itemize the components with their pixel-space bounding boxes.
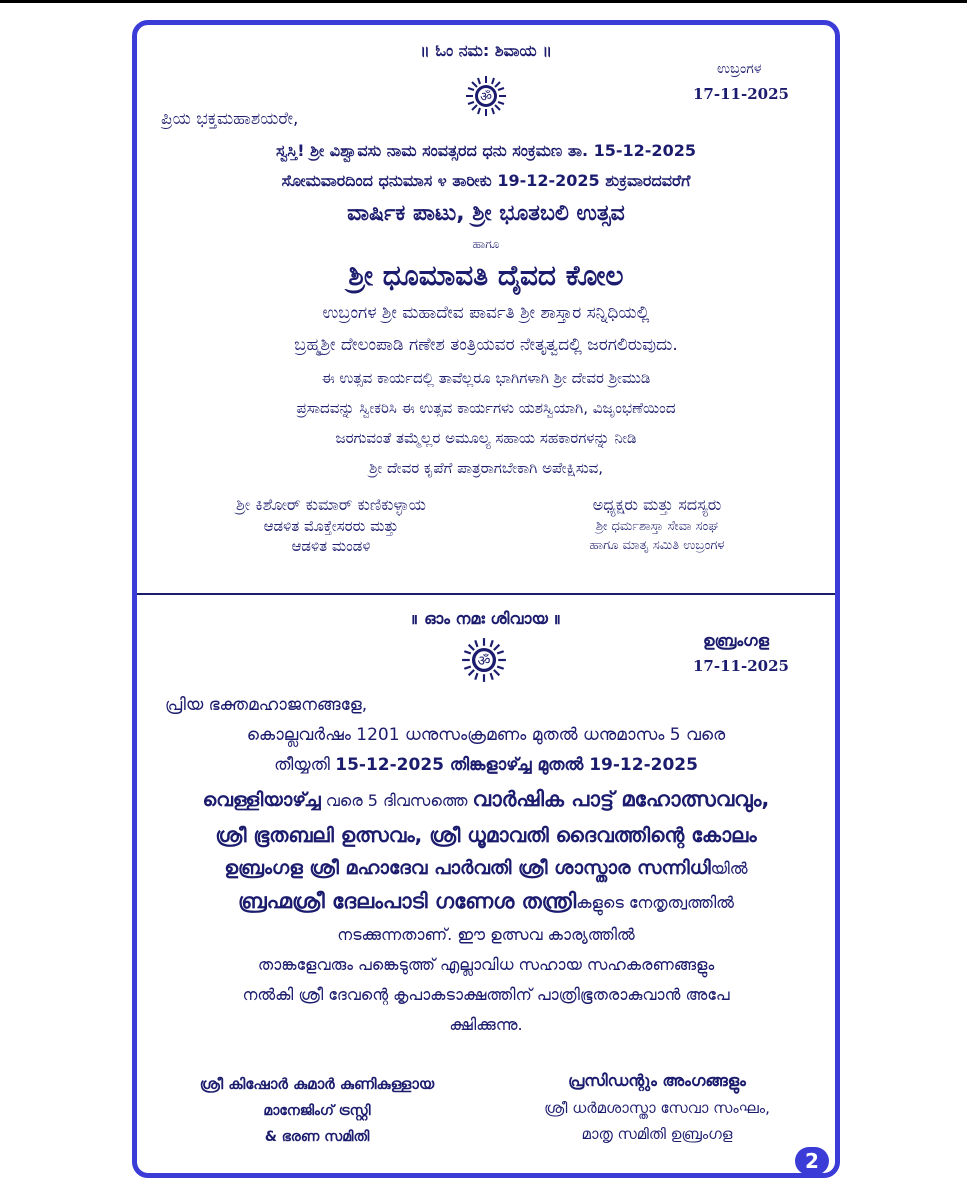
kannada-line5: ಈ ಉತ್ಸವ ಕಾರ್ಯದಲ್ಲಿ ತಾವೆಲ್ಲರೂ ಭಾಗಿಗಳಾಗಿ ಶ್ರೀ ದೇವರ ಶ್ರೀಮುಡಿ — [321, 369, 651, 387]
kannada-signatory-right-committee: ಹಾಗೂ ಮಾತೃ ಸಮಿತಿ ಉಬ್ರಂಗಳ — [589, 538, 725, 553]
malayalam-signatory-left-body: & ഭരണ സമിതി — [264, 1129, 370, 1145]
kannada-signatory-right-title: ಅಧ್ಯಕ್ಷರು ಮತ್ತು ಸದಸ್ಯರು — [592, 495, 722, 514]
malayalam-line8: താങ്കളേവരും പങ്കെടുത്ത് എല്ലാവിധ സഹായ സഹകരണങ്ങളും — [257, 955, 715, 974]
malayalam-line2 — [137, 755, 835, 775]
malayalam-line5 — [137, 857, 835, 879]
kannada-line6: ಪ್ರಸಾದವನ್ನು ಸ್ವೀಕರಿಸಿ ಈ ಉತ್ಸವ ಕಾರ್ಯಗಳು ಯಶಸ್ವಿಯಾಗಿ, ವಿಜೃಂಭಣೆಯಿಂದ — [296, 399, 676, 417]
malayalam-date: 17-11-2025 — [693, 657, 789, 675]
malayalam-line3-event: വാർഷിക പാട്ട് മഹോത്സവവും, — [472, 787, 770, 811]
malayalam-line6-suffix: കളുടെ നേതൃത്വത്തിൽ — [576, 893, 735, 912]
malayalam-signatory-right-title: പ്രസിഡന്റും അംഗങ്ങളും — [568, 1071, 746, 1090]
malayalam-signatory-left-name: ശ്രീ കിഷോർ കുമാർ കുണികുള്ളായ — [199, 1075, 435, 1093]
malayalam-invocation: ॥ ഓം നമഃ ശിവായ ॥ — [410, 609, 562, 628]
kannada-signatory-left-title: ಆಡಳಿತ ಮೊಕ್ತೇಸರರು ಮತ್ತು — [263, 517, 399, 535]
kannada-event2: ಶ್ರೀ ಧೂಮಾವತಿ ದೈವದ ಕೋಲ — [348, 259, 624, 292]
kannada-line1: ಸ್ವಸ್ತಿ! ಶ್ರೀ ವಿಶ್ವಾವಸು ನಾಮ ಸಂವತ್ಸರದ ಧನು ಸಂಕ್ರಮಣ ತಾ. 15-12-2025 — [276, 141, 696, 160]
kannada-invocation: ॥ ಓಂ ನಮ: ಶಿವಾಯ ॥ — [420, 41, 552, 60]
malayalam-signatory-left — [147, 1075, 487, 1145]
kannada-and: ಹಾಗೂ — [472, 237, 500, 251]
malayalam-signatory-right-org: ശ്രീ ധർമശാസ്താ സേവാ സംഘം, — [544, 1099, 770, 1117]
malayalam-line4: ശ്രീ ഭൂതബലി ഉത്സവം, ശ്രീ ധൂമാവതി ദൈവത്തിന്റെ കോലം — [215, 823, 757, 847]
kannada-salutation: ಪ್ರಿಯ ಭಕ್ತಮಹಾಶಯರೇ, — [161, 109, 299, 129]
kannada-line3: ಉಬ್ರಂಗಳ ಶ್ರೀ ಮಹಾದೇವ ಪಾರ್ವತಿ ಶ್ರೀ ಶಾಸ್ತಾರ ಸನ್ನಿಧಿಯಲ್ಲಿ — [322, 303, 650, 323]
malayalam-line3-mid: വരെ 5 ദിവസത്തെ — [320, 791, 473, 810]
malayalam-signatory-right-committee: മാതൃ സമിതി ഉബ്രംഗള — [581, 1125, 733, 1143]
page-number-badge: 2 — [795, 1147, 829, 1175]
kannada-signatory-right — [527, 495, 787, 553]
malayalam-line6 — [137, 889, 835, 914]
svg-text:ॐ: ॐ — [477, 653, 491, 670]
kannada-line2: ಸೋಮವಾರದಿಂದ ಧನುಮಾಸ ೪ ತಾರೀಕು 19-12-2025 ಶುಕ್ರವಾರದವರೆಗೆ — [281, 171, 691, 190]
top-rule — [0, 0, 967, 3]
malayalam-line1: കൊല്ലവർഷം 1201 ധനുസംക്രമണം മുതൽ ധനുമാസം 5 വരെ — [246, 725, 726, 745]
invitation-card — [132, 20, 840, 1178]
malayalam-line7: നടക്കുന്നതാണ്. ഈ ഉത്സവ കാര്യത്തിൽ — [337, 925, 635, 944]
malayalam-salutation: പ്രിയ ഭക്തമഹാജനങ്ങളേ, — [165, 695, 368, 715]
malayalam-line2-dates: 15-12-2025 തിങ്കളാഴ്ച്ച മുതൽ 19-12-2025 — [335, 755, 698, 775]
malayalam-line10: ക്ഷിക്കുന്നു. — [449, 1015, 523, 1034]
malayalam-signatory-right — [497, 1071, 817, 1143]
kannada-signatory-left-name: ಶ್ರೀ ಕಿಶೋರ್ ಕುಮಾರ್ ಕುಣಿಕುಳ್ಳಾಯ — [236, 495, 426, 514]
kannada-line7: ಜರಗುವಂತೆ ತಮ್ಮೆಲ್ಲರ ಅಮೂಲ್ಯ ಸಹಾಯ ಸಹಕಾರಗಳನ್ನು ನೀಡಿ — [335, 429, 637, 447]
om-emblem-icon — [461, 637, 507, 687]
kannada-signatory-right-org: ಶ್ರೀ ಧರ್ಮಶಾಸ್ತಾ ಸೇವಾ ಸಂಘ — [595, 519, 719, 534]
kannada-place: ಉಬ್ರಂಗಳ — [717, 61, 762, 77]
kannada-signatory-left — [161, 495, 501, 555]
om-emblem-icon — [465, 75, 507, 121]
malayalam-line5-main: ഉബ്രംഗള ശ്രീ മഹാദേവ പാർവതി ശ്രീ ശാസ്താര സന്നിധി — [224, 857, 711, 879]
malayalam-line9: നൽകി ശ്രീ ദേവന്റെ കൃപാകടാക്ഷത്തിന് പാത്രിഭൂതരാകുവാൻ അപേ — [242, 985, 730, 1004]
malayalam-place: ഉബ്രംഗള — [703, 631, 770, 650]
kannada-date: 17-11-2025 — [693, 85, 789, 103]
malayalam-line5-suffix: യിൽ — [710, 859, 748, 878]
svg-text:ॐ: ॐ — [480, 90, 492, 105]
malayalam-line2-prefix: തീയ്യതി — [274, 755, 330, 775]
section-divider — [137, 593, 835, 595]
malayalam-line6-main: ബ്രഹ്മശ്രീ ദേലംപാടി ഗണേശ തന്ത്രി — [237, 889, 577, 913]
malayalam-line3-day: വെള്ളിയാഴ്ച്ച — [202, 789, 321, 811]
kannada-signatory-left-body: ಆಡಳಿತ ಮಂಡಳಿ — [291, 537, 371, 555]
kannada-line4: ಬ್ರಹ್ಮಶ್ರೀ ದೇಲಂಪಾಡಿ ಗಣೇಶ ತಂತ್ರಿಯವರ ನೇತೃತ್ವದಲ್ಲಿ ಜರಗಲಿರುವುದು. — [294, 335, 678, 355]
malayalam-signatory-left-title: മാനേജിംഗ് ട്രസ്റ്റി — [263, 1103, 371, 1119]
kannada-event1: ವಾರ್ಷಿಕ ಪಾಟು, ಶ್ರೀ ಭೂತಬಲಿ ಉತ್ಸವ — [347, 201, 625, 226]
malayalam-line3 — [137, 787, 835, 812]
kannada-line8: ಶ್ರೀ ದೇವರ ಕೃಪೆಗೆ ಪಾತ್ರರಾಗಬೇಕಾಗಿ ಅಪೇಕ್ಷಿಸುವ, — [369, 459, 603, 477]
